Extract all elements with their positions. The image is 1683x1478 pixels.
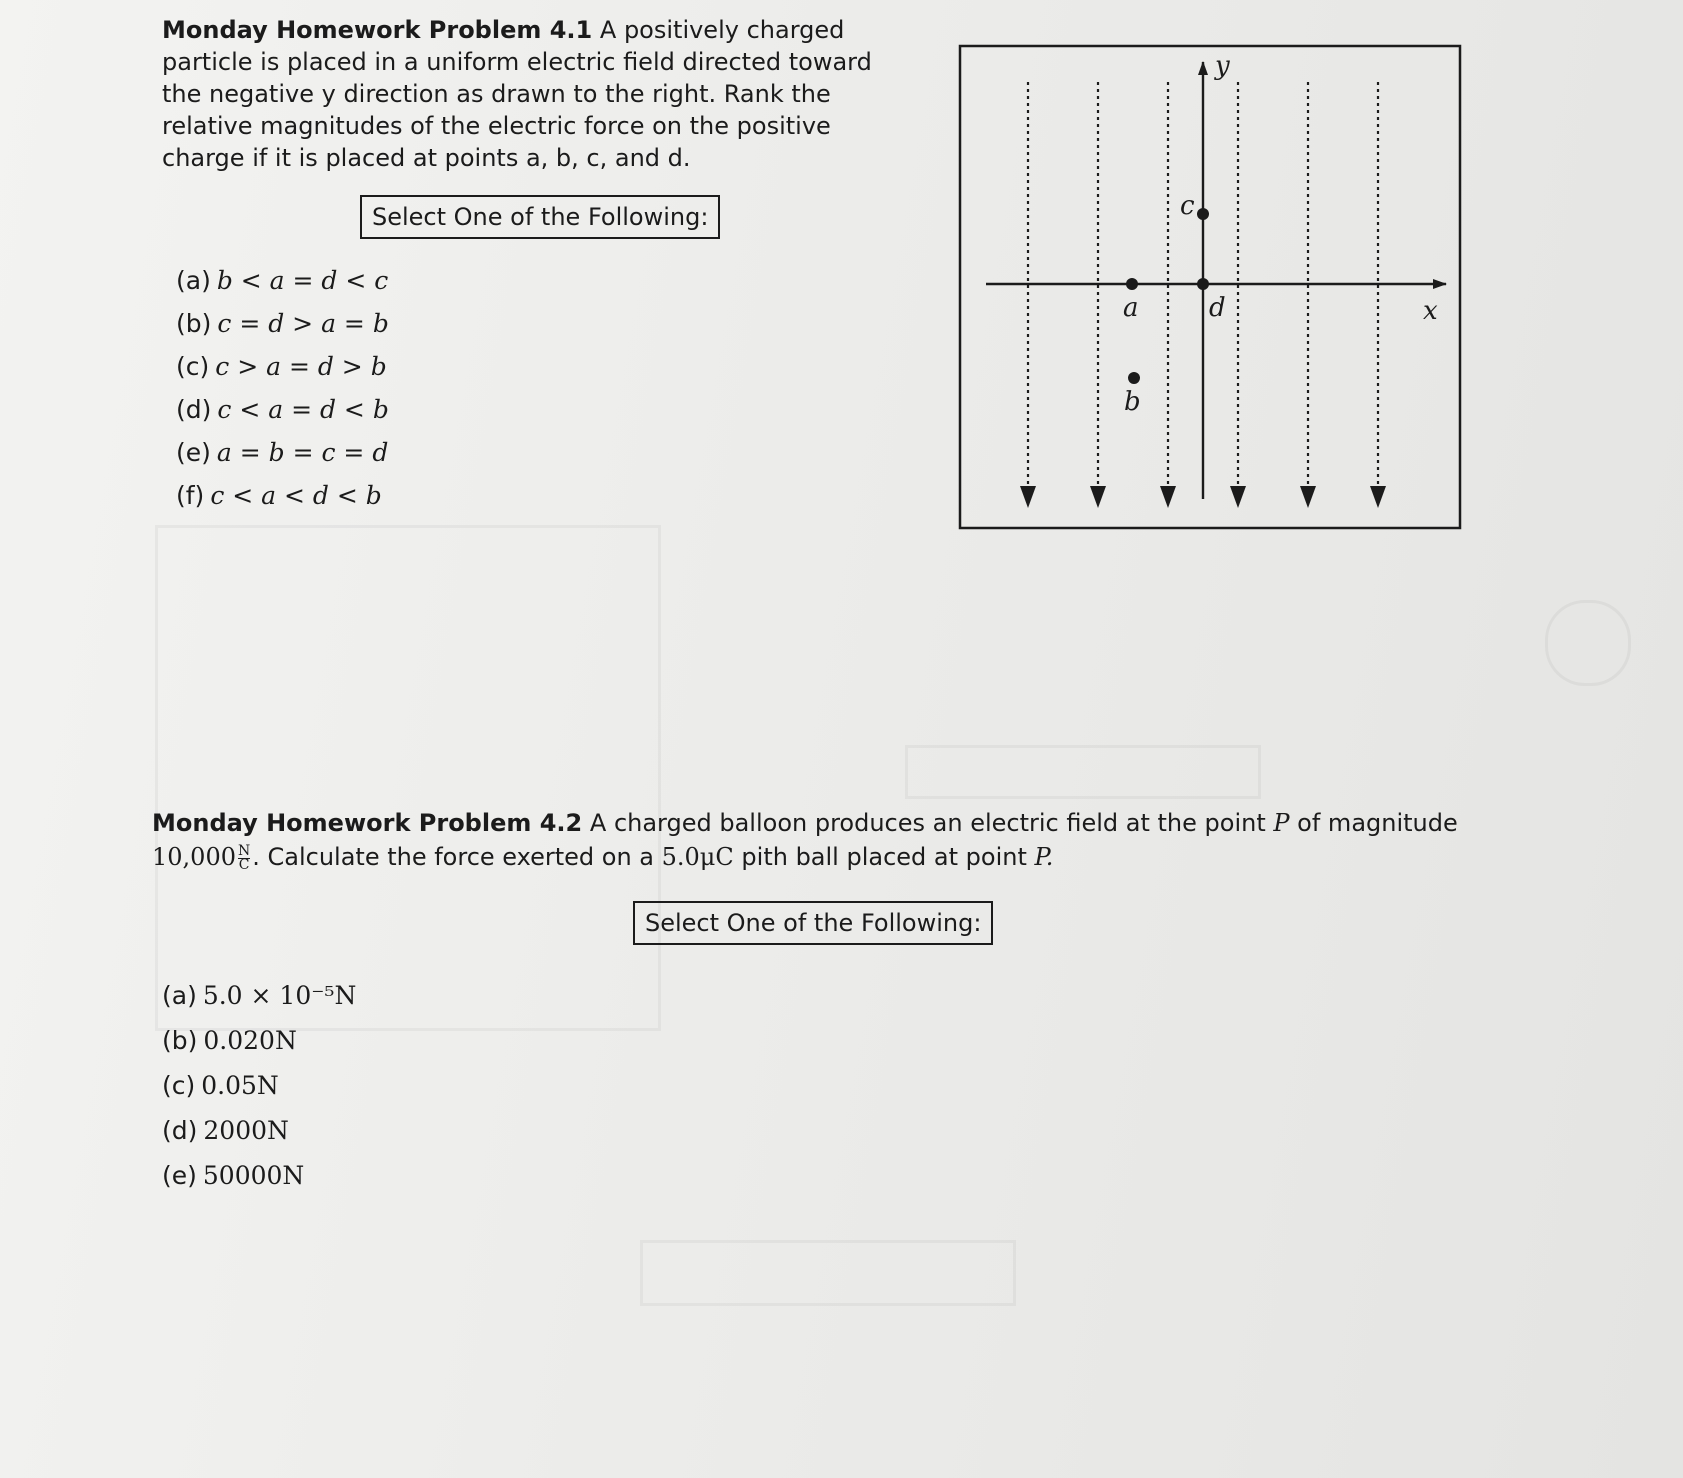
- point-b-dot: [1128, 372, 1140, 384]
- field-magnitude: 10,000: [152, 843, 236, 871]
- problem-4-1-option-a[interactable]: (a) b < a = d < c: [176, 266, 389, 295]
- problem-4-2-option-e[interactable]: (e) 50000N: [162, 1161, 305, 1190]
- problem-4-1-option-b[interactable]: (b) c = d > a = b: [176, 309, 389, 338]
- problem-4-1-title: Monday Homework Problem 4.1: [162, 16, 593, 44]
- problem-4-1-option-f[interactable]: (f) c < a < d < b: [176, 481, 382, 510]
- electric-field-diagram: [958, 44, 1462, 530]
- point-b-label: b: [1124, 387, 1141, 417]
- problem-4-1-option-d[interactable]: (d) c < a = d < b: [176, 395, 389, 424]
- problem-4-1-text: A positively charged particle is placed in a uniform electric field directed toward the negative y direction as drawn to the right. Rank the relative magnitudes of the electric force on the positive charge if it is placed at points a, b, c, and d.: [162, 16, 872, 172]
- bleed-through-box: [640, 1240, 1016, 1306]
- point-c-dot: [1197, 208, 1209, 220]
- field-arrow-head: [1370, 486, 1386, 508]
- field-arrow-head: [1230, 486, 1246, 508]
- point-d-label: d: [1209, 293, 1226, 323]
- bleed-through-box: [905, 745, 1261, 799]
- problem-4-1-option-c[interactable]: (c) c > a = d > b: [176, 352, 387, 381]
- problem-4-2-statement: Monday Homework Problem 4.2 A charged balloon produces an electric field at the point P of magnitude 10,000 $\frac{N}{C}$ . Calculate the force exerted on a 5.0μC pith ball placed at point P.: [152, 809, 1458, 873]
- bleed-through-box: [155, 525, 661, 1031]
- field-arrow-head: [1300, 486, 1316, 508]
- x-axis-label: x: [1423, 296, 1438, 326]
- problem-4-1-statement: [162, 14, 907, 174]
- point-d-dot: [1197, 278, 1209, 290]
- field-arrow-head: [1160, 486, 1176, 508]
- point-c-label: c: [1180, 191, 1195, 221]
- field-arrow-head: [1020, 486, 1036, 508]
- problem-4-2-option-c[interactable]: (c) 0.05N: [162, 1071, 279, 1100]
- problem-4-2-option-a[interactable]: (a) 5.0 × 10⁻⁵N: [162, 981, 357, 1010]
- y-axis-label: y: [1215, 51, 1230, 81]
- unit-fraction: $\frac{N}{C}$: [237, 842, 251, 873]
- field-arrow-head: [1090, 486, 1106, 508]
- problem-4-1-select-label: Select One of the Following:: [360, 195, 720, 239]
- diagram-frame: [960, 46, 1460, 528]
- end-point-p: P.: [1034, 843, 1054, 871]
- point-p: P: [1273, 809, 1290, 837]
- bleed-through-box: [1545, 600, 1631, 686]
- problem-4-2-select-label: Select One of the Following:: [633, 901, 993, 945]
- charge-value: 5.0μC: [661, 843, 734, 871]
- problem-4-2-option-b[interactable]: (b) 0.020N: [162, 1026, 297, 1055]
- problem-4-2-title: Monday Homework Problem 4.2: [152, 809, 583, 837]
- problem-4-2-option-d[interactable]: (d) 2000N: [162, 1116, 289, 1145]
- problem-4-1-option-e[interactable]: (e) a = b = c = d: [176, 438, 389, 467]
- point-a-dot: [1126, 278, 1138, 290]
- point-a-label: a: [1123, 293, 1139, 323]
